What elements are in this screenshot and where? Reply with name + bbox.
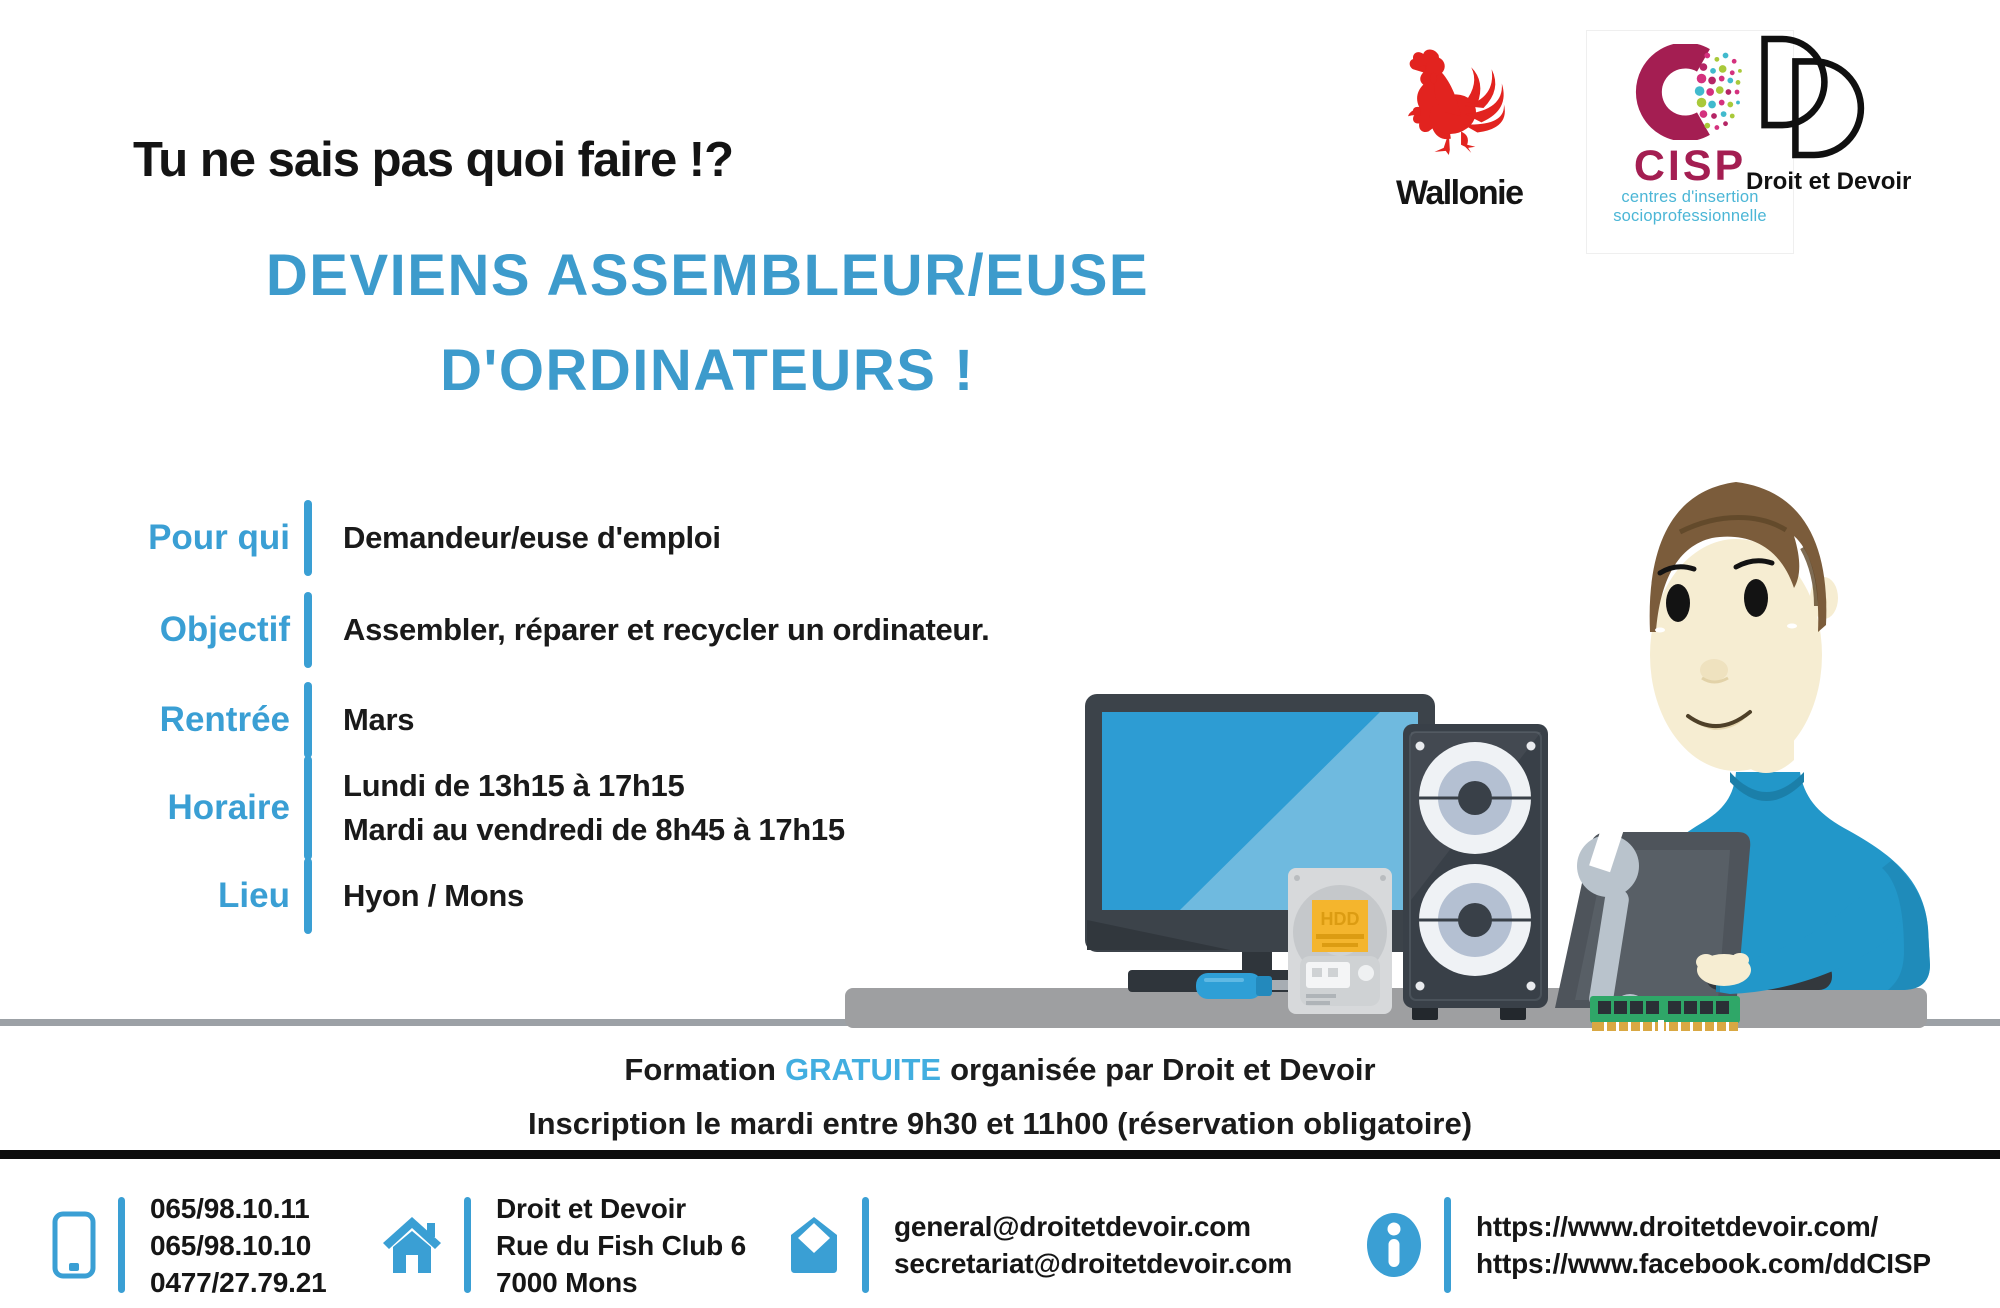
eye-right (1744, 579, 1768, 617)
row-label: Horaire (167, 788, 290, 827)
dd-monogram-icon (1758, 32, 1874, 162)
row-label: Pour qui (148, 518, 290, 557)
row-value: Lundi de 13h15 à 17h15 (343, 768, 685, 803)
divider-bar (1444, 1197, 1451, 1293)
banner-prefix: Formation (624, 1052, 776, 1087)
facebook-url: https://www.facebook.com/ddCISP (1476, 1248, 1931, 1279)
computer-assembly-illustration (800, 420, 2000, 1035)
banner-highlight: GRATUITE (784, 1052, 942, 1087)
email-address: general@droitetdevoir.com (894, 1211, 1251, 1242)
website-url: https://www.droitetdevoir.com/ (1476, 1211, 1879, 1242)
banner-suffix: organisée par Droit et Devoir (950, 1052, 1376, 1087)
wallonie-label: Wallonie (1396, 174, 1523, 212)
phone-number: 0477/27.79.21 (150, 1266, 327, 1298)
hdd-label: HDD (1320, 909, 1360, 929)
page-title-line2: D'ORDINATEURS ! (440, 338, 975, 403)
banner-line1 (0, 1052, 2000, 1088)
pc-tower (1403, 724, 1548, 1020)
row-label: Objectif (159, 610, 290, 649)
info-row-lieu (100, 858, 524, 934)
info-row-pour-qui (100, 500, 721, 576)
phone-icon (52, 1211, 96, 1279)
footer-email-block (788, 1186, 1292, 1304)
ram-module (1590, 996, 1740, 1032)
row-value: Hyon / Mons (343, 878, 524, 913)
fan-top (1419, 742, 1531, 854)
row-value: Mars (343, 702, 415, 737)
wallonie-logo (1396, 40, 1522, 213)
page-title-line1: DEVIENS ASSEMBLEUR/EUSE (265, 243, 1150, 308)
footer-divider (0, 1150, 2000, 1159)
info-row-horaire (100, 756, 845, 860)
cisp-subtitle-line1: centres d'insertion (1621, 188, 1759, 206)
footer-address-block (382, 1186, 746, 1304)
row-divider-bar (304, 682, 312, 758)
fan-bottom (1419, 864, 1531, 976)
eye-left (1666, 584, 1690, 622)
row-divider-bar (304, 756, 312, 860)
info-row-rentree (100, 682, 414, 758)
hard-drive (1288, 868, 1392, 1014)
row-label: Lieu (218, 876, 290, 915)
email-address: secretariat@droitetdevoir.com (894, 1248, 1293, 1279)
address-line: Droit et Devoir (496, 1192, 686, 1224)
row-divider-bar (304, 592, 312, 668)
footer-phone-block (52, 1186, 326, 1304)
row-divider-bar (304, 858, 312, 934)
row-value: Assembler, réparer et recycler un ordinateur. (343, 612, 990, 647)
cisp-acronym: CISP (1633, 142, 1747, 190)
mail-icon (788, 1214, 840, 1276)
row-label: Rentrée (159, 700, 290, 739)
row-divider-bar (304, 500, 312, 576)
phone-number: 065/98.10.10 (150, 1229, 312, 1261)
address-line: 7000 Mons (496, 1266, 638, 1298)
row-value: Mardi au vendredi de 8h45 à 17h15 (343, 812, 845, 847)
address-line: Rue du Fish Club 6 (496, 1229, 746, 1261)
droit-et-devoir-logo (1746, 32, 1912, 196)
droit-et-devoir-label: Droit et Devoir (1746, 168, 1912, 195)
page-title (150, 242, 1265, 404)
home-icon (382, 1217, 442, 1273)
divider-bar (118, 1197, 125, 1293)
cisp-c-icon (1626, 44, 1754, 140)
divider-bar (464, 1197, 471, 1293)
banner-line2: Inscription le mardi entre 9h30 et 11h00 (réservation obligatoire) (527, 1106, 1473, 1141)
info-icon (1366, 1212, 1422, 1278)
cisp-subtitle-line2: socioprofessionnelle (1613, 207, 1767, 225)
rooster-icon (1408, 40, 1510, 172)
footer-web-block (1366, 1186, 1931, 1304)
row-value: Demandeur/euse d'emploi (343, 520, 721, 555)
page-headline: Tu ne sais pas quoi faire !? (133, 133, 734, 187)
phone-number: 065/98.10.11 (150, 1192, 310, 1224)
divider-bar (862, 1197, 869, 1293)
